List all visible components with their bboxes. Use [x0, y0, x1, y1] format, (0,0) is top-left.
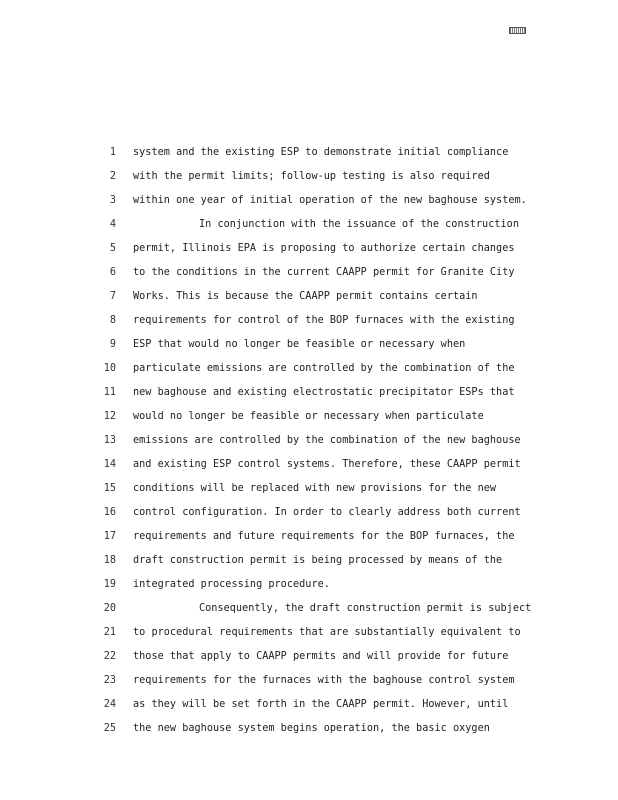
- line-number: 17: [103, 531, 116, 542]
- transcript-line: [0, 503, 618, 523]
- line-number: 16: [103, 507, 116, 518]
- transcript-line: [0, 335, 618, 355]
- line-number: 3: [109, 195, 116, 206]
- transcript-line: [0, 647, 618, 667]
- line-number: 8: [109, 315, 116, 326]
- transcript-line: [0, 695, 618, 715]
- line-text: new baghouse and existing electrostatic precipitator ESPs that: [133, 387, 515, 398]
- line-number: 21: [103, 627, 116, 638]
- line-number: 25: [103, 723, 116, 734]
- line-text: permit, Illinois EPA is proposing to authorize certain changes: [133, 243, 515, 254]
- transcript-line: [0, 527, 618, 547]
- line-text: would no longer be feasible or necessary when particulate: [133, 411, 484, 422]
- transcript-line: [0, 575, 618, 595]
- transcript-line: [0, 407, 618, 427]
- line-text: as they will be set forth in the CAAPP permit. However, until: [133, 699, 509, 710]
- transcript-line: [0, 263, 618, 283]
- line-number: 15: [103, 483, 116, 494]
- transcript-line: [0, 191, 618, 211]
- line-number: 14: [103, 459, 116, 470]
- line-text: conditions will be replaced with new provisions for the new: [133, 483, 497, 494]
- transcript-line: [0, 143, 618, 163]
- line-number: 9: [109, 339, 116, 350]
- line-text: to the conditions in the current CAAPP permit for Granite City: [133, 267, 515, 278]
- line-number: 13: [103, 435, 116, 446]
- transcript-line: [0, 431, 618, 451]
- line-number: 20: [103, 603, 116, 614]
- line-number: 19: [103, 579, 116, 590]
- line-text: particulate emissions are controlled by the combination of the: [133, 363, 515, 374]
- transcript-line: [0, 167, 618, 187]
- line-number: 23: [103, 675, 116, 686]
- line-text: Consequently, the draft construction permit is subject: [199, 603, 532, 614]
- transcript-line: [0, 383, 618, 403]
- transcript-line: [0, 215, 618, 235]
- transcript-line: [0, 287, 618, 307]
- line-number: 22: [103, 651, 116, 662]
- line-text: control configuration. In order to clearly address both current: [133, 507, 521, 518]
- line-number: 7: [109, 291, 116, 302]
- line-text: emissions are controlled by the combination of the new baghouse: [133, 435, 521, 446]
- line-text: with the permit limits; follow-up testing is also required: [133, 171, 490, 182]
- transcript-line: [0, 311, 618, 331]
- line-number: 2: [109, 171, 116, 182]
- line-text: Works. This is because the CAAPP permit contains certain: [133, 291, 478, 302]
- transcript-line: [0, 671, 618, 691]
- transcript-line: [0, 623, 618, 643]
- line-text: those that apply to CAAPP permits and will provide for future: [133, 651, 509, 662]
- line-text: system and the existing ESP to demonstrate initial compliance: [133, 147, 509, 158]
- line-number: 24: [103, 699, 116, 710]
- transcript-line: [0, 359, 618, 379]
- transcript-line: [0, 551, 618, 571]
- line-number: 1: [109, 147, 116, 158]
- line-number: 6: [109, 267, 116, 278]
- transcript-line: [0, 599, 618, 619]
- transcript-line: [0, 479, 618, 499]
- line-number: 5: [109, 243, 116, 254]
- line-text: In conjunction with the issuance of the construction: [199, 219, 519, 230]
- line-text: requirements and future requirements for the BOP furnaces, the: [133, 531, 515, 542]
- transcript-line: [0, 719, 618, 739]
- line-number: 12: [103, 411, 116, 422]
- transcript-line: [0, 239, 618, 259]
- line-number: 10: [103, 363, 116, 374]
- line-text: to procedural requirements that are substantially equivalent to: [133, 627, 521, 638]
- transcript-line: [0, 455, 618, 475]
- line-text: integrated processing procedure.: [133, 579, 330, 590]
- line-number: 18: [103, 555, 116, 566]
- line-text: ESP that would no longer be feasible or necessary when: [133, 339, 466, 350]
- line-text: the new baghouse system begins operation, the basic oxygen: [133, 723, 490, 734]
- line-text: draft construction permit is being processed by means of the: [133, 555, 503, 566]
- line-number: 11: [103, 387, 116, 398]
- line-text: requirements for control of the BOP furnaces with the existing: [133, 315, 515, 326]
- line-text: within one year of initial operation of the new baghouse system.: [133, 195, 527, 206]
- line-number: 4: [109, 219, 116, 230]
- line-text: requirements for the furnaces with the baghouse control system: [133, 675, 515, 686]
- line-text: and existing ESP control systems. Therefore, these CAAPP permit: [133, 459, 521, 470]
